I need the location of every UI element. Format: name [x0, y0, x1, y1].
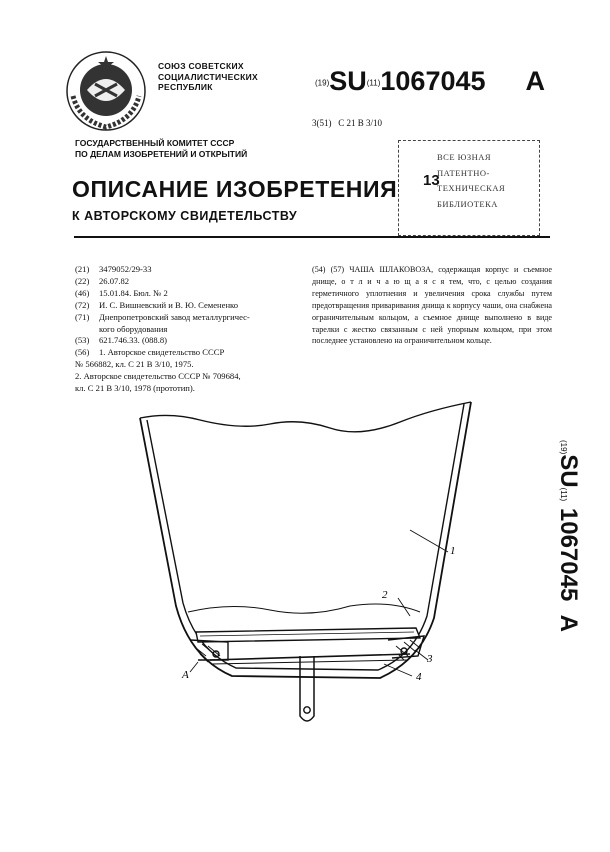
side-country: SU — [555, 454, 582, 488]
label-3: 3 — [427, 653, 433, 665]
code-19: (19) — [315, 78, 330, 88]
biblio-row: (71) Днепропетровский завод металлургичес- — [75, 311, 250, 322]
stamp-line: БИБЛИОТЕКА — [437, 198, 498, 209]
kind-code: A — [525, 66, 546, 96]
label-A: А — [182, 669, 189, 681]
committee-line: ГОСУДАРСТВЕННЫЙ КОМИТЕТ СССР — [75, 138, 235, 148]
biblio-row: (53) 621.746.33. (088.8) — [75, 335, 168, 346]
abstract-text: содержащая корпус и съемное днище, о т л и ч а ю щ а я с я тем, что, с целью создания герметичного уплотнения и увеличения срока службы путем предотвращения приваривания днища к корпусу чаши, она снабжена ограничительным кольцом, а съемное днище выполнено в виде тарелки с жестко связанным с ней упорным кольцом, при этом последнее установлено на ограничительном кольце. — [312, 265, 552, 346]
document-title: ОПИСАНИЕ ИЗОБРЕТЕНИЯ — [72, 176, 398, 202]
union-line: РЕСПУБЛИК — [158, 82, 213, 92]
label-2: 2 — [382, 589, 388, 601]
label-1: 1 — [450, 545, 456, 557]
biblio-row: (22) 26.07.82 — [75, 275, 130, 286]
side-number: 1067045 — [555, 507, 582, 602]
ipc-value: С 21 В 3/10 — [338, 118, 383, 128]
biblio-row: кого оборудования — [99, 323, 168, 334]
biblio-row: 2. Авторское свидетельство СССР № 709684, — [75, 371, 241, 382]
stamp-line: ПАТЕНТНО- — [437, 167, 490, 178]
document-subtitle: К АВТОРСКОМУ СВИДЕТЕЛЬСТВУ — [72, 209, 298, 223]
label-4: 4 — [416, 671, 422, 683]
biblio-row: (21) 3479052/29-33 — [75, 264, 152, 274]
side-code-19: (19) — [559, 440, 568, 455]
ipc-code: 3(51) — [312, 118, 332, 128]
stamp-number: 13 — [423, 172, 440, 189]
stamp-line: ВСЕ ЮЗНАЯ — [437, 152, 492, 162]
patent-number: 1067045 — [380, 66, 486, 96]
union-line: СОЦИАЛИСТИЧЕСКИХ — [158, 71, 258, 82]
stamp-line: ТЕХНИЧЕСКАЯ — [437, 183, 506, 193]
side-kind: A — [555, 614, 582, 633]
union-line: СОЮЗ СОВЕТСКИХ — [158, 61, 244, 71]
side-code-11: (11) — [559, 487, 568, 502]
biblio-row: № 566882, кл. С 21 В 3/10, 1975. — [75, 359, 194, 370]
committee-line: ПО ДЕЛАМ ИЗОБРЕТЕНИЙ И ОТКРЫТИЙ — [75, 148, 248, 159]
code-11: (11) — [366, 78, 381, 88]
abstract-codes: (54) (57) — [312, 265, 345, 274]
biblio-row: (46) 15.01.84. Бюл. № 2 — [75, 287, 168, 298]
biblio-row: (72) И. С. Вишневский и В. Ю. Семененко — [75, 299, 239, 310]
country-code: SU — [329, 66, 367, 96]
biblio-row: (56) 1. Авторское свидетельство СССР — [75, 347, 225, 358]
abstract-title: ЧАША ШЛАКОВОЗА, — [349, 265, 434, 274]
biblio-row: кл. С 21 В 3/10, 1978 (прототип). — [75, 383, 195, 394]
